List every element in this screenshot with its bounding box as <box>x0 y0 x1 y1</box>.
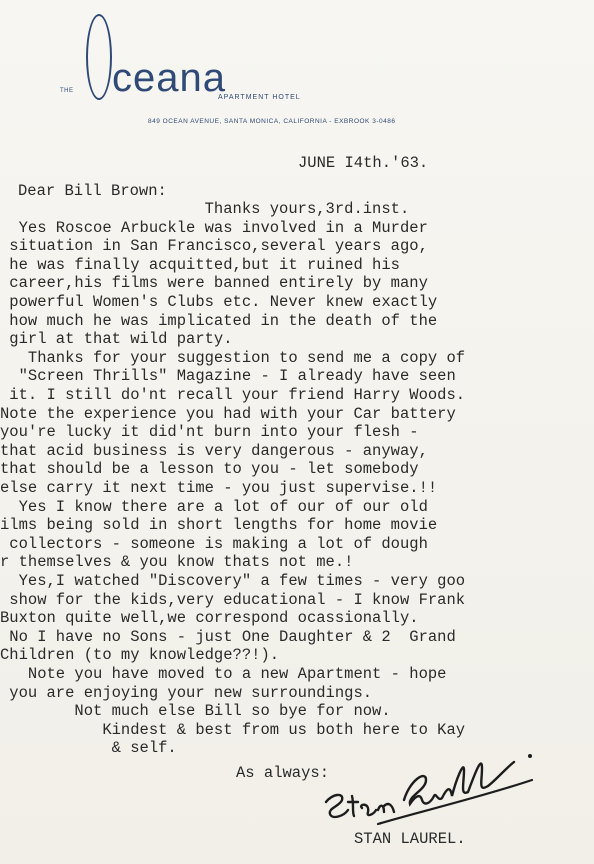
letter-line: powerful Women's Clubs etc. Never knew exactly <box>0 293 438 311</box>
letter-line: you are enjoying your new surroundings. <box>0 683 373 702</box>
letter-line: Note the experience you had with your Car battery <box>0 404 456 423</box>
letter-line: you're lucky it did'nt burn into your flesh - <box>0 423 419 442</box>
letter-line: "Screen Thrills" Magazine - I already have seen <box>0 367 456 386</box>
letter-line: how much he was implicated in the death of the <box>0 311 438 330</box>
letter-line: Note you have moved to a new Apartment - hope <box>0 665 447 683</box>
letter-line: r themselves & you know thats not me.! <box>0 553 354 572</box>
letter-line: show for the kids,very educational - I know Frank <box>0 590 466 609</box>
letter-line: Children (to my knowledge??!). <box>0 646 280 665</box>
letter-line: career,his films were banned entirely by many <box>0 274 428 293</box>
letter-line: Kindest & best from us both here to Kay <box>0 720 466 739</box>
letter-line: he was finally acquitted,but it ruined his <box>0 255 400 274</box>
letter-line: girl at that wild party. <box>0 330 233 349</box>
letterhead-brand: ceana <box>112 56 226 100</box>
letter-date: JUNE I4th.'63. <box>298 154 429 172</box>
typed-signature-name: STAN LAUREL. <box>354 830 466 848</box>
letter-line: collectors - someone is making a lot of dough <box>0 534 428 553</box>
letterhead-address: 849 OCEAN AVENUE, SANTA MONICA, CALIFORNIA - EXBROOK 3-0486 <box>148 118 396 125</box>
letter-line: Not much else Bill so bye for now. <box>0 702 391 721</box>
letter-line: Yes I know there are a lot of our of our old <box>0 497 428 516</box>
handwritten-signature <box>318 740 548 830</box>
letter-line: Yes,I watched "Discovery" a few times - very goo <box>0 572 466 590</box>
letter-line: Yes Roscoe Arbuckle was involved in a Murder <box>0 218 428 237</box>
letter-salutation: Dear Bill Brown: <box>18 182 167 200</box>
letter-line: situation in San Francisco,several years ago, <box>0 237 428 256</box>
letter-line: that should be a lesson to you - let somebody <box>0 460 419 479</box>
letter-line: it. I still do'nt recall your friend Harry Woods. <box>0 386 466 404</box>
letter-line: else carry it next time - you just supervise.!! <box>0 479 438 497</box>
letter-line: No I have no Sons - just One Daughter & 2 Grand <box>0 627 456 646</box>
letter-line: Thanks for your suggestion to send me a copy of <box>0 348 466 367</box>
letter-line: & self. <box>0 739 177 758</box>
letterhead-subtitle: APARTMENT HOTEL <box>218 94 301 101</box>
letter-line: that acid business is very dangerous - anyway, <box>0 441 428 460</box>
letter-line: Thanks yours,3rd.inst. <box>0 200 410 218</box>
letter-closing: As always: <box>236 764 330 782</box>
letter-line: Buxton quite well,we correspond ocassionally. <box>0 609 419 628</box>
letterhead <box>60 14 530 134</box>
letterhead-o-logo <box>86 14 112 100</box>
letter-line: ilms being sold in short lengths for home movie <box>0 516 438 535</box>
letterhead-the: THE <box>60 88 74 94</box>
